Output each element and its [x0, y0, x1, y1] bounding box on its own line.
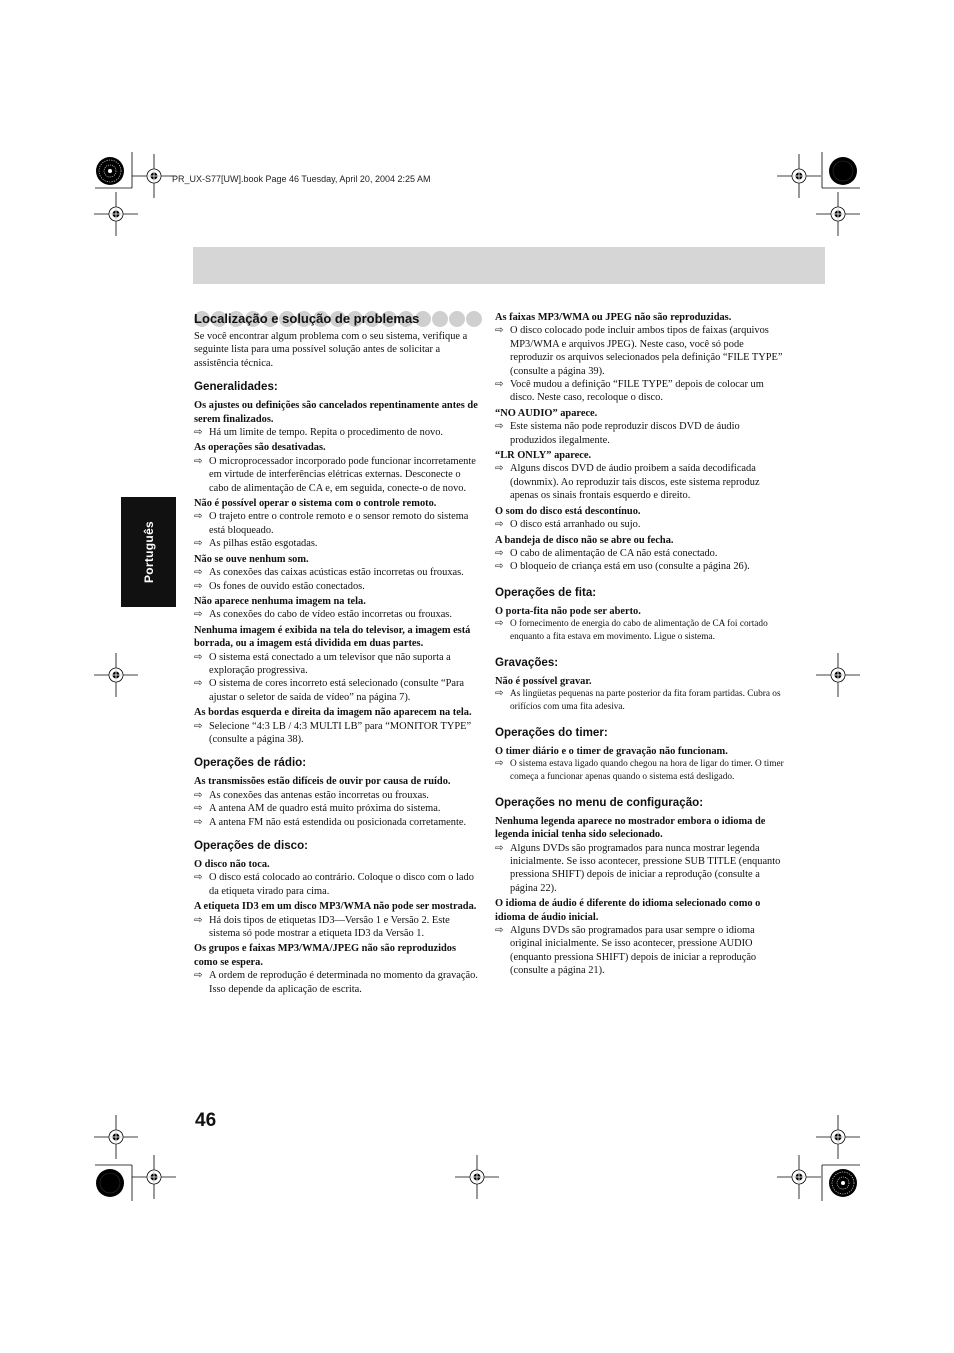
title-dot [466, 311, 482, 327]
solution-item [194, 608, 481, 621]
solution-item [495, 324, 785, 378]
arrow-right-icon: ⇨ [194, 427, 203, 439]
solution-item [194, 566, 481, 579]
solution-text: As conexões do cabo de vídeo estão incorretas ou frouxas. [209, 609, 452, 621]
page-number: 46 [195, 1110, 217, 1131]
section-heading: Operações de disco: [194, 839, 309, 852]
solution-item [194, 426, 481, 439]
solution-text: A antena FM não está estendida ou posicionada corretamente. [209, 816, 467, 828]
solution-item [194, 914, 481, 941]
arrow-right-icon: ⇨ [495, 421, 504, 433]
solution-item [495, 560, 785, 573]
solution-item [495, 758, 785, 784]
arrow-right-icon: ⇨ [194, 803, 203, 815]
crosshair-mark-icon [455, 1155, 499, 1199]
title-dot [432, 311, 448, 327]
arrow-right-icon: ⇨ [495, 379, 504, 391]
solution-item [495, 688, 785, 714]
arrow-right-icon: ⇨ [194, 455, 203, 467]
section-heading: Gravações: [495, 655, 559, 669]
solution-text: O sistema de cores incorreto está selecionado (consulte “Para ajustar o seletor de saída de vídeo” na página 7). [209, 678, 465, 703]
problem-text: Não é possível gravar. [495, 675, 592, 687]
solution-text: Você mudou a definição “FILE TYPE” depois de colocar um disco. Neste caso, recoloque o disco. [510, 379, 764, 404]
solution-text: O fornecimento de energia do cabo de alimentação de CA foi cortado enquanto a fita estava em movimento. Ligue o sistema. [510, 619, 768, 642]
problem-text: O porta-fita não pode ser aberto. [495, 605, 641, 617]
solution-item [495, 842, 785, 896]
solution-text: O cabo de alimentação de CA não está conectado. [510, 547, 718, 559]
crosshair-mark-icon [94, 653, 138, 697]
problem-text: Os grupos e faixas MP3/WMA/JPEG não são reproduzidos como se espera. [194, 943, 456, 968]
right-sections [495, 311, 785, 978]
section-heading: Operações de rádio: [194, 756, 307, 770]
solution-text: Os fones de ouvido estão conectados. [209, 580, 365, 592]
problem-text: O timer diário e o timer de gravação não funcionam. [495, 745, 728, 757]
solution-text: Este sistema não pode reproduzir discos DVD de áudio produzidos ilegalmente. [510, 421, 740, 446]
solution-item [194, 651, 481, 678]
solution-text: Selecione “4:3 LB / 4:3 MULTI LB” para “MONITOR TYPE” (consulte a página 38). [209, 720, 472, 745]
crosshair-mark-icon [816, 1115, 860, 1159]
solution-text: As conexões das caixas acústicas estão incorretas ou frouxas. [209, 567, 464, 579]
crosshair-mark-icon [94, 192, 138, 236]
solution-text: Alguns DVDs são programados para usar sempre o idioma original inicialmente. Se isso acontecer, pressione AUDIO (enquanto pressiona SHIFT) depois de iniciar a reprodução (consulte a página 21). [510, 924, 757, 977]
right-column [495, 309, 785, 978]
solid-mark-icon [96, 1169, 124, 1197]
solution-item [194, 677, 481, 704]
solution-text: A antena AM de quadro está muito próxima do sistema. [209, 803, 441, 815]
arrow-right-icon: ⇨ [194, 651, 203, 663]
arrow-right-icon: ⇨ [495, 561, 504, 573]
problem-text: A bandeja de disco não se abre ou fecha. [495, 534, 674, 546]
arrow-right-icon: ⇨ [194, 720, 203, 732]
arrow-right-icon: ⇨ [194, 538, 203, 550]
solution-item [495, 378, 785, 405]
solution-text: Alguns DVDs são programados para nunca mostrar legenda inicialmente. Se isso acontecer, pressione SUB TITLE (enquanto pressiona SHIFT) depois de iniciar a reprodução (consulte a página 22). [510, 842, 781, 894]
crosshair-mark-icon [816, 653, 860, 697]
problem-text: As transmissões estão difíceis de ouvir por causa de ruído. [194, 776, 451, 788]
crosshair-mark-icon [816, 192, 860, 236]
arrow-right-icon: ⇨ [194, 914, 203, 926]
problem-text: Não é possível operar o sistema com o controle remoto. [194, 498, 437, 510]
problem-text: As bordas esquerda e direita da imagem não aparecem na tela. [194, 707, 472, 719]
starburst-mark-icon [829, 1169, 857, 1197]
problem-text: Não aparece nenhuma imagem na tela. [194, 595, 366, 607]
solution-item [194, 969, 481, 996]
solution-text: O trajeto entre o controle remoto e o sensor remoto do sistema está bloqueado. [209, 511, 469, 536]
solution-item [194, 510, 481, 537]
solution-text: O bloqueio de criança está em uso (consulte a página 26). [510, 561, 750, 573]
arrow-right-icon: ⇨ [495, 325, 504, 337]
solution-item [194, 789, 481, 802]
arrow-right-icon: ⇨ [495, 688, 504, 700]
problem-text: “LR ONLY” aparece. [495, 450, 592, 462]
solution-item [194, 720, 481, 747]
solution-item [495, 518, 785, 531]
solution-item [194, 580, 481, 593]
solution-item [495, 420, 785, 447]
arrow-right-icon: ⇨ [495, 519, 504, 531]
solution-item [194, 537, 481, 550]
language-tab-label: Português [141, 520, 156, 584]
header-band [193, 247, 825, 284]
crosshair-mark-icon [777, 154, 821, 198]
solution-text: O disco está arranhado ou sujo. [510, 519, 641, 531]
arrow-right-icon: ⇨ [194, 872, 203, 884]
arrow-right-icon: ⇨ [495, 924, 504, 936]
language-tab [121, 497, 176, 607]
problem-text: Os ajustes ou definições são cancelados repentinamente antes de serem finalizados. [194, 400, 478, 425]
solution-text: Alguns discos DVD de áudio proibem a saída decodificada (downmix). Ao reproduzir tais discos, este sistema reproduz apenas os sinais frontais esquerdo e direito. [510, 463, 760, 502]
solution-text: O disco colocado pode incluir ambos tipos de faixas (arquivos MP3/WMA e arquivos JPEG). Neste caso, você só pode reproduzir os arquivos selecionados pela definição “FILE TYPE” (consulte a página 39). [510, 325, 783, 377]
problem-text: “NO AUDIO” aparece. [495, 407, 598, 419]
solution-item [495, 924, 785, 978]
problem-text: O disco não toca. [194, 859, 270, 870]
solution-text: O microprocessador incorporado pode funcionar incorretamente em virtude de interferências elétricas externas. Desconecte o cabo de alimentação de CA e, em seguida, conecte-o de novo. [209, 455, 476, 494]
section-heading: Operações de fita: [495, 585, 597, 599]
solution-text: As lingüetas pequenas na parte posterior da fita foram partidas. Cubra os orifícios com uma fita adesiva. [510, 689, 781, 712]
section-heading: Operações do timer: [495, 725, 608, 739]
arrow-right-icon: ⇨ [194, 816, 203, 828]
crosshair-mark-icon [94, 1115, 138, 1159]
solution-text: Há dois tipos de etiquetas ID3—Versão 1 e Versão 2. Este sistema só pode mostrar a etiqueta ID3 da Versão 1. [209, 914, 450, 940]
solution-item [194, 455, 481, 495]
solution-item [194, 816, 481, 829]
solution-item [495, 462, 785, 502]
starburst-mark-icon [96, 157, 124, 185]
problem-text: Nenhuma legenda aparece no mostrador embora o idioma de legenda inicial tenha sido selecionado. [495, 815, 766, 841]
problem-text: Nenhuma imagem é exibida na tela do televisor, a imagem está borrada, ou a imagem está dividida em duas partes. [194, 624, 471, 650]
crosshair-mark-icon [132, 1155, 176, 1199]
solution-text: O sistema estava ligado quando chegou na hora de ligar do timer. O timer começa a funcionar apenas quando o sistema está desligado. [510, 759, 784, 782]
problem-text: O idioma de áudio é diferente do idioma selecionado como o idioma de áudio inicial. [495, 898, 761, 923]
problem-text: As operações são desativadas. [194, 442, 326, 454]
page-title: Localização e solução de problemas [194, 309, 481, 329]
section-heading: Operações no menu de configuração: [495, 795, 704, 809]
solution-text: O disco está colocado ao contrário. Coloque o disco com o lado da etiqueta virado para cima. [209, 872, 474, 897]
arrow-right-icon: ⇨ [495, 842, 504, 854]
title-dot [449, 311, 465, 327]
problem-text: As faixas MP3/WMA ou JPEG não são reproduzidas. [495, 312, 732, 323]
arrow-right-icon: ⇨ [495, 618, 504, 630]
problem-text: O som do disco está descontínuo. [495, 505, 641, 517]
solution-item [495, 547, 785, 560]
arrow-right-icon: ⇨ [194, 678, 203, 690]
print-info-header: PR_UX-S77[UW].book Page 46 Tuesday, April 20, 2004 2:25 AM [172, 174, 431, 184]
crosshair-mark-icon [777, 1155, 821, 1199]
solid-mark-icon [829, 157, 857, 185]
problem-text: A etiqueta ID3 em um disco MP3/WMA não pode ser mostrada. [194, 901, 477, 913]
left-sections [194, 379, 481, 996]
solution-text: O sistema está conectado a um televisor que não suporta a exploração progressiva. [209, 651, 451, 676]
solution-text: Há um limite de tempo. Repita o procedimento de novo. [209, 427, 444, 439]
solution-text: As pilhas estão esgotadas. [209, 538, 318, 550]
crosshair-mark-icon [132, 154, 176, 198]
solution-text: As conexões das antenas estão incorretas ou frouxas. [209, 789, 429, 801]
arrow-right-icon: ⇨ [194, 511, 203, 523]
arrow-right-icon: ⇨ [495, 547, 504, 559]
solution-text: A ordem de reprodução é determinada no momento da gravação. Isso depende da aplicação de escrita. [209, 970, 478, 995]
arrow-right-icon: ⇨ [495, 758, 504, 770]
solution-item [495, 618, 785, 644]
arrow-right-icon: ⇨ [495, 463, 504, 475]
problem-text: Não se ouve nenhum som. [194, 553, 309, 565]
arrow-right-icon: ⇨ [194, 580, 203, 592]
solution-item [194, 871, 481, 898]
solution-item [194, 802, 481, 815]
arrow-right-icon: ⇨ [194, 789, 203, 801]
arrow-right-icon: ⇨ [194, 567, 203, 579]
left-column [194, 309, 481, 996]
intro-text: Se você encontrar algum problema com o seu sistema, verifique a seguinte lista para uma possível solução antes de solicitar a assistência técnica. [194, 331, 468, 369]
arrow-right-icon: ⇨ [194, 970, 203, 982]
section-heading: Generalidades: [194, 380, 278, 394]
arrow-right-icon: ⇨ [194, 609, 203, 621]
